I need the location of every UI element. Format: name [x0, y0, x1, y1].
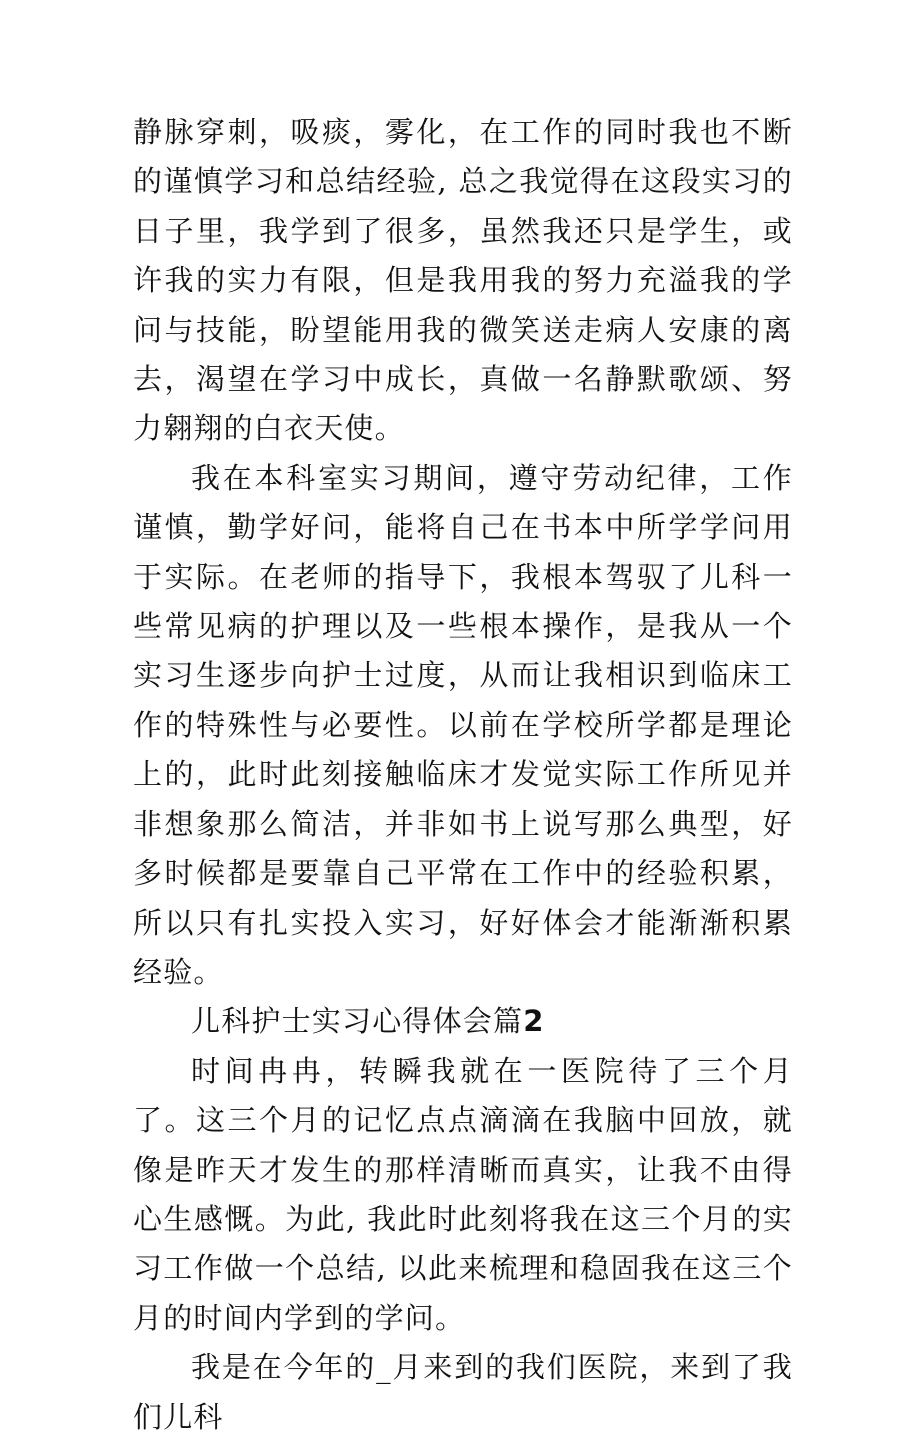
section-heading-title: 儿科护士实习心得体会篇	[191, 1004, 524, 1039]
section-heading	[133, 997, 793, 1046]
document-body	[133, 108, 793, 1442]
paragraph-internship-summary: 我在本科室实习期间，遵守劳动纪律，工作谨慎，勤学好问，能将自己在书本中所学学问用于实际。在老师的指导下，我根本驾驭了儿科一些常见病的护理以及一些根本操作，是我从一个实习生逐步向护士过度，从而让我相识到临床工作的特殊性与必要性。以前在学校所学都是理论上的，此时此刻接触临床才发觉实际工作所见并非想象那么简洁，并非如书上说写那么典型，好多时候都是要靠自己平常在工作中的经验积累，所以只有扎实投入实习，好好体会才能渐渐积累经验。	[133, 460, 793, 989]
paragraph-continuation: 静脉穿刺，吸痰，雾化，在工作的同时我也不断的谨慎学习和总结经验, 总之我觉得在这段实习的日子里，我学到了很多，虽然我还只是学生，或许我的实力有限，但是我用我的努力充溢我的学问与技能，盼望能用我的微笑送走病人安康的离去，渴望在学习中成长，真做一名静默歌颂、努力翱翔的白衣天使。	[133, 115, 793, 446]
paragraph-arrival: 我是在今年的_月来到的我们医院，来到了我们儿科	[133, 1350, 793, 1434]
section-heading-number: 2	[523, 1004, 545, 1039]
paragraph-three-months: 时间冉冉，转瞬我就在一医院待了三个月了。这三个月的记忆点点滴滴在我脑中回放，就像是昨天才发生的那样清晰而真实，让我不由得心生感慨。为此, 我此时此刻将我在这三个月的实习工作做一个总结, 以此来梳理和稳固我在这三个月的时间内学到的学问。	[133, 1053, 793, 1335]
